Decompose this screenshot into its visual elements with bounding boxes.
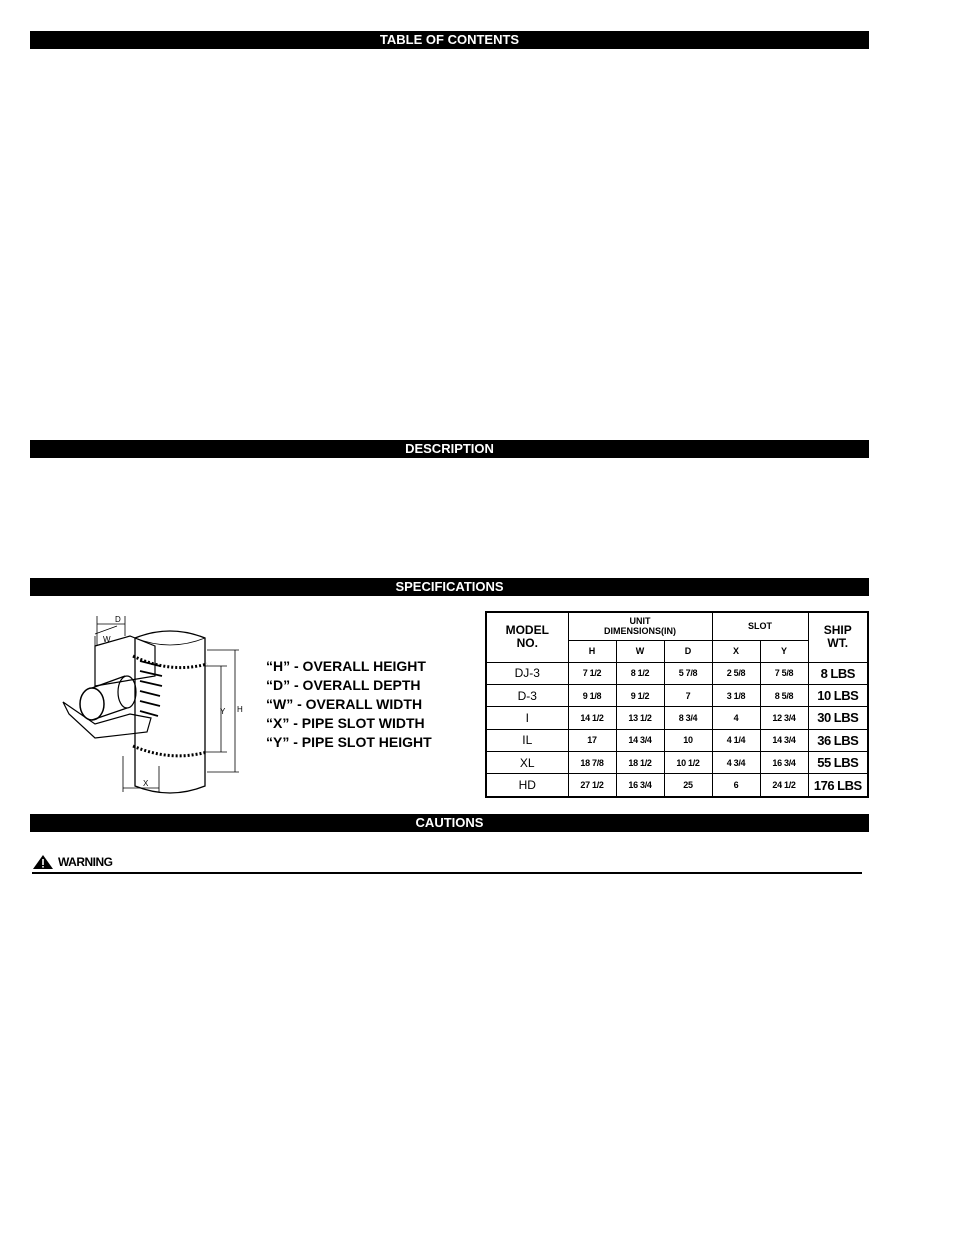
x-cell: 4 3/4 (712, 752, 760, 774)
table-row (486, 707, 868, 729)
y-cell: 14 3/4 (760, 729, 808, 751)
model-header-line-1: MODEL (505, 623, 549, 638)
w-cell: 14 3/4 (616, 729, 664, 751)
model-header (486, 612, 568, 662)
h-cell: 14 1/2 (568, 707, 616, 729)
section-header-table-of-contents: TABLE OF CONTENTS (30, 31, 869, 49)
slot-header: SLOT (712, 612, 808, 640)
model-cell: I (486, 707, 568, 729)
w-cell: 13 1/2 (616, 707, 664, 729)
x-cell: 2 5/8 (712, 662, 760, 684)
legend-item-width: “W” - OVERALL WIDTH (266, 696, 423, 712)
model-cell: IL (486, 729, 568, 751)
unit-dimension-diagram (55, 606, 245, 796)
table-row (486, 752, 868, 774)
legend-item-slot-width: “X” - PIPE SLOT WIDTH (266, 715, 425, 731)
h-cell: 7 1/2 (568, 662, 616, 684)
y-cell: 16 3/4 (760, 752, 808, 774)
warning-heading (32, 852, 113, 872)
section-header-description: DESCRIPTION (30, 440, 869, 458)
diagram-label-x: X (143, 779, 149, 788)
d-cell: 10 1/2 (664, 752, 712, 774)
model-cell: XL (486, 752, 568, 774)
h-cell: 27 1/2 (568, 774, 616, 797)
y-cell: 12 3/4 (760, 707, 808, 729)
h-cell: 9 1/8 (568, 684, 616, 706)
unit-header-line-1: UNIT (629, 616, 651, 627)
warning-label: WARNING (58, 855, 113, 869)
diagram-label-d: D (115, 615, 121, 624)
subheader-d: D (664, 640, 712, 662)
weight-cell: 8 LBS (808, 662, 868, 684)
weight-cell: 176 LBS (808, 774, 868, 797)
ship-header-line-1: SHIP (823, 623, 852, 638)
d-cell: 5 7/8 (664, 662, 712, 684)
model-cell: HD (486, 774, 568, 797)
warning-triangle-icon (32, 854, 54, 870)
table-row (486, 684, 868, 706)
legend-item-height: “H” - OVERALL HEIGHT (266, 658, 426, 674)
weight-cell: 30 LBS (808, 707, 868, 729)
w-cell: 9 1/2 (616, 684, 664, 706)
warning-divider (32, 872, 862, 874)
y-cell: 8 5/8 (760, 684, 808, 706)
table-row (486, 729, 868, 751)
section-header-specifications: SPECIFICATIONS (30, 578, 869, 596)
diagram-label-y: Y (220, 707, 226, 716)
d-cell: 7 (664, 684, 712, 706)
dimension-legend (266, 657, 432, 752)
weight-cell: 55 LBS (808, 752, 868, 774)
unit-dimensions-header (568, 612, 712, 640)
legend-item-slot-height: “Y” - PIPE SLOT HEIGHT (266, 734, 432, 750)
y-cell: 7 5/8 (760, 662, 808, 684)
x-cell: 6 (712, 774, 760, 797)
diagram-label-w: W (103, 635, 111, 644)
unit-header-line-2: DIMENSIONS(IN) (604, 626, 676, 637)
w-cell: 16 3/4 (616, 774, 664, 797)
y-cell: 24 1/2 (760, 774, 808, 797)
subheader-x: X (712, 640, 760, 662)
model-header-line-2: NO. (516, 636, 538, 651)
legend-item-depth: “D” - OVERALL DEPTH (266, 677, 421, 693)
w-cell: 8 1/2 (616, 662, 664, 684)
model-cell: DJ-3 (486, 662, 568, 684)
table-row (486, 662, 868, 684)
d-cell: 25 (664, 774, 712, 797)
table-row (486, 774, 868, 797)
d-cell: 10 (664, 729, 712, 751)
specifications-table (485, 611, 869, 798)
subheader-y: Y (760, 640, 808, 662)
weight-cell: 36 LBS (808, 729, 868, 751)
diagram-label-h: H (237, 705, 243, 714)
x-cell: 4 1/4 (712, 729, 760, 751)
model-cell: D-3 (486, 684, 568, 706)
h-cell: 17 (568, 729, 616, 751)
section-header-cautions: CAUTIONS (30, 814, 869, 832)
subheader-h: H (568, 640, 616, 662)
weight-cell: 10 LBS (808, 684, 868, 706)
ship-weight-header (808, 612, 868, 662)
ship-header-line-2: WT. (827, 636, 849, 651)
h-cell: 18 7/8 (568, 752, 616, 774)
w-cell: 18 1/2 (616, 752, 664, 774)
x-cell: 3 1/8 (712, 684, 760, 706)
x-cell: 4 (712, 707, 760, 729)
d-cell: 8 3/4 (664, 707, 712, 729)
subheader-w: W (616, 640, 664, 662)
